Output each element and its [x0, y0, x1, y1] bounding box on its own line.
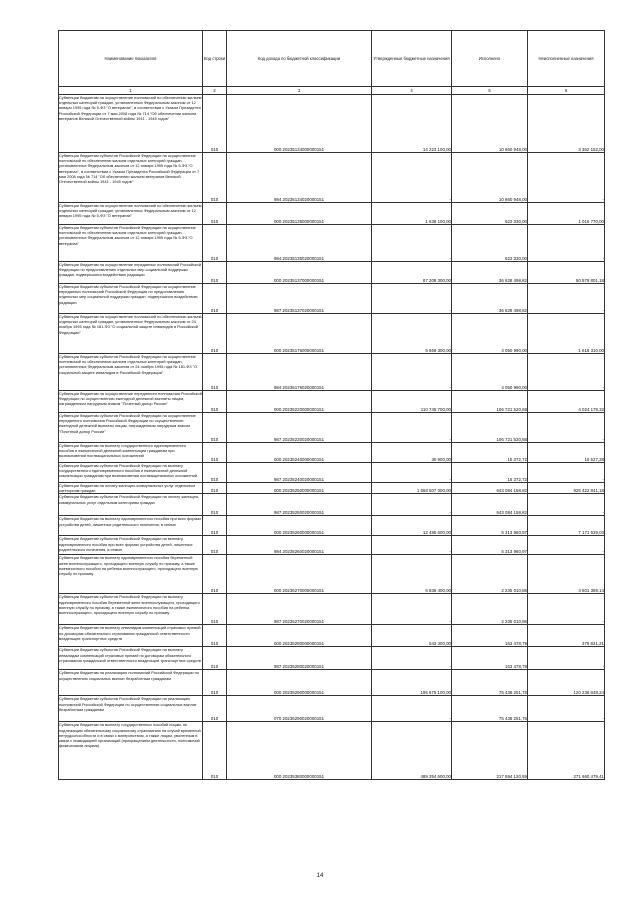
row-line-code: 010 — [203, 153, 227, 203]
row-unexecuted: 50 579 801,18 — [528, 262, 605, 284]
table-row — [59, 203, 605, 225]
row-approved: 110 745 700,00 — [372, 391, 452, 413]
row-line-code: 010 — [203, 483, 227, 494]
table-row — [59, 262, 605, 284]
row-approved: - — [372, 284, 452, 314]
row-unexecuted: - — [528, 284, 605, 314]
row-line-code: 010 — [203, 625, 227, 647]
row-name: Субвенции бюджетам субъектов Российской Федерации на оплату жилищно-коммунальных услуг отдельным категориям граждан — [59, 494, 203, 516]
row-income-code: 000 20235220000000151 — [227, 391, 372, 413]
row-income-code: 000 20235270000000151 — [227, 555, 372, 594]
table-row — [59, 284, 605, 314]
page-number: 14 — [316, 873, 324, 879]
row-income-code: 987 20235250020000151 — [227, 494, 372, 516]
row-income-code: 987 20235220020000151 — [227, 413, 372, 443]
row-line-code: 010 — [203, 443, 227, 463]
row-name: Субвенции бюджетам субъектов Российской Федерации на выплату инвалидам компенсаций страховых премий по договорам обязательного страхования гражданской ответственности владельцев транспортных средств — [59, 647, 203, 670]
row-executed: 75 438 251,76 — [452, 696, 528, 722]
row-income-code: 000 20235280000000151 — [227, 625, 372, 647]
table-row — [59, 391, 605, 413]
row-unexecuted: - — [528, 647, 605, 670]
header-name: Наименование показателя — [59, 31, 203, 87]
row-name: Субвенции бюджетам на выплату государственного единовременного пособия и ежемесячной денежной компенсации гражданам при возникновении поствакцинальных осложнений — [59, 443, 203, 463]
row-unexecuted: 271 660 479,41 — [528, 722, 605, 780]
row-unexecuted: 1 618 310,00 — [528, 314, 605, 354]
row-line-code: 010 — [203, 722, 227, 780]
row-unexecuted: - — [528, 463, 605, 483]
row-line-code: 010 — [203, 594, 227, 625]
row-line-code: 010 — [203, 391, 227, 413]
row-income-code: 000 20235240000000151 — [227, 443, 372, 463]
table-row — [59, 153, 605, 203]
table-row — [59, 536, 605, 555]
row-income-code: 984 20235134020000151 — [227, 153, 372, 203]
table-row — [59, 314, 605, 354]
row-line-code: 010 — [203, 354, 227, 391]
table-header-row — [59, 31, 605, 87]
row-executed: 643 084 158,82 — [452, 494, 528, 516]
row-name: Субвенции бюджетам субъектов Российской Федерации на осуществление полномочий по обеспечению жильем отдельных категорий граждан, установленных Федеральным законом от 12 января 1995 года № 5-ФЗ "О ветеранах", в соответствии с Указом Президента Российской Федерации от 7 мая 2008 года № 714 "Об обеспечении жильем ветеранов Великой Отечественной войны 1941 - 1945 годов" — [59, 153, 203, 203]
row-approved: 14 223 100,00 — [372, 95, 452, 153]
row-name: Субвенции бюджетам субъектов Российской Федерации на осуществление переданных полномочий Российской Федерации по предоставлению отдельных мер социальной поддержки граждан, подвергшихся воздействию радиации — [59, 284, 203, 314]
table-row — [59, 225, 605, 262]
row-line-code: 010 — [203, 555, 227, 594]
header-unexecuted: Неисполненные назначения — [528, 31, 605, 87]
row-executed: 4 050 990,00 — [452, 314, 528, 354]
row-name: Субвенции бюджетам на выплату государственных пособий лицам, не подлежащим обязательному социальному страхованию на случай временной нетрудоспособности и в связи с материнством, а также лицам, уволенным в связи с ликвидацией организаций (прекращением деятельности, полномочий физическими лицами) — [59, 722, 203, 780]
row-name: Субвенции бюджетам субъектов Российской Федерации на выплату единовременного пособия беременной жене военнослужащего, проходящего военную службу по призыву, а также ежемесячного пособия на ребенка военнослужащего, проходящего военную службу по призыву — [59, 594, 203, 625]
row-income-code: 000 20235260000000151 — [227, 516, 372, 536]
row-name: Субвенции бюджетам на осуществление полномочий по обеспечению жильем отдельных категорий граждан, установленных Федеральным законом от 12 января 1995 года № 5-ФЗ "О ветеранах", в соответствии с Указом Президента Российской Федерации от 7 мая 2008 года № 714 "Об обеспечении жильем ветеранов Великой Отечественной войны 1941 - 1945 годов" — [59, 95, 203, 153]
row-name: Субвенции бюджетам субъектов Российской Федерации на осуществление полномочий по обеспечению жильем отдельных категорий граждан, установленных Федеральным законом от 12 января 1995 года № 5-ФЗ "О ветеранах" — [59, 225, 203, 262]
header-income-code: Код дохода по бюджетной классификации — [227, 31, 372, 87]
row-approved: - — [372, 354, 452, 391]
row-name: Субвенции бюджетам на выплату единовременного пособия беременной жене военнослужащего, проходящего военную службу по призыву, а также ежемесячного пособия на ребенка военнослужащего, проходящего военную службу по призыву — [59, 555, 203, 594]
row-income-code: 987 20235280020000151 — [227, 647, 372, 670]
row-unexecuted: 4 601 389,14 — [528, 555, 605, 594]
table-row — [59, 722, 605, 780]
row-unexecuted: - — [528, 536, 605, 555]
table-row — [59, 494, 605, 516]
column-number: 2 — [203, 87, 227, 95]
row-line-code: 010 — [203, 494, 227, 516]
row-executed: 106 721 520,68 — [452, 413, 528, 443]
row-executed: 643 084 158,82 — [452, 483, 528, 494]
row-unexecuted: - — [528, 153, 605, 203]
table-body — [59, 95, 605, 780]
income-report-table — [58, 30, 605, 780]
row-unexecuted: 1 015 770,00 — [528, 203, 605, 225]
row-name: Субвенции бюджетам субъектов Российской Федерации на осуществление полномочий по обеспечению жильем отдельных категорий граждан, установленных Федеральным законом от 24 ноября 1995 года № 181-ФЗ "О социальной защите инвалидов в Российской Федерации" — [59, 354, 203, 391]
row-approved: 543 300,00 — [372, 625, 452, 647]
row-unexecuted: - — [528, 354, 605, 391]
table-row — [59, 463, 605, 483]
row-name: Субвенции бюджетам на выплату единовременного пособия при всех формах устройства детей, лишенных родительского попечения, в семью — [59, 516, 203, 536]
row-income-code: 984 20235135020000151 — [227, 225, 372, 262]
row-approved: - — [372, 494, 452, 516]
row-executed: 217 694 120,59 — [452, 722, 528, 780]
row-income-code: 987 20235137020000151 — [227, 284, 372, 314]
row-unexecuted: - — [528, 413, 605, 443]
row-approved: 1 638 100,00 — [372, 203, 452, 225]
row-income-code: 000 20235137000000151 — [227, 262, 372, 284]
row-approved: - — [372, 463, 452, 483]
row-approved: 6 836 400,00 — [372, 555, 452, 594]
row-income-code: 000 20235176000000151 — [227, 314, 372, 354]
row-income-code: 987 20235240020000151 — [227, 463, 372, 483]
row-line-code: 010 — [203, 463, 227, 483]
row-unexecuted: 925 422 841,18 — [528, 483, 605, 494]
row-unexecuted: - — [528, 594, 605, 625]
row-income-code: 070 20235290020000151 — [227, 696, 372, 722]
row-name: Субвенции бюджетам на осуществление полномочий по обеспечению жильем отдельных категорий граждан, установленных Федеральным законом от 12 января 1995 года № 5-ФЗ "О ветеранах" — [59, 203, 203, 225]
row-executed: 75 438 251,76 — [452, 670, 528, 696]
row-executed: 163 478,79 — [452, 647, 528, 670]
row-unexecuted: - — [528, 225, 605, 262]
row-line-code: 010 — [203, 203, 227, 225]
row-executed: 2 235 010,86 — [452, 555, 528, 594]
table-row — [59, 555, 605, 594]
row-approved: - — [372, 536, 452, 555]
row-executed: 2 235 010,86 — [452, 594, 528, 625]
row-name: Субвенции бюджетам на оплату жилищно-коммунальных услуг отдельным категориям граждан — [59, 483, 203, 494]
row-name: Субвенции бюджетам субъектов Российской Федерации на выплату единовременного пособия при всех формах устройства детей, лишенных родительского попечения, в семью — [59, 536, 203, 555]
row-name: Субвенции бюджетам на осуществление переданных полномочий Российской Федерации по предоставлению отдельных мер социальной поддержки граждан, подвергшихся воздействию радиации — [59, 262, 203, 284]
row-executed: 36 628 498,82 — [452, 262, 528, 284]
table-row — [59, 354, 605, 391]
row-approved: 12 485 600,00 — [372, 516, 452, 536]
row-approved: 195 675 100,00 — [372, 670, 452, 696]
row-line-code: 010 — [203, 516, 227, 536]
row-income-code: 000 20235380000000151 — [227, 722, 372, 780]
row-executed: 163 478,79 — [452, 625, 528, 647]
header-line-code: Код строки — [203, 31, 227, 87]
row-approved: 5 669 300,00 — [372, 314, 452, 354]
column-number-row — [59, 87, 605, 95]
column-number: 4 — [372, 87, 452, 95]
table-row — [59, 625, 605, 647]
row-approved: 87 208 300,00 — [372, 262, 452, 284]
table-row — [59, 647, 605, 670]
row-executed: 5 313 960,97 — [452, 536, 528, 555]
row-unexecuted: - — [528, 494, 605, 516]
row-unexecuted: 7 171 639,03 — [528, 516, 605, 536]
row-approved: - — [372, 413, 452, 443]
table-row — [59, 413, 605, 443]
row-executed: 15 372,72 — [452, 443, 528, 463]
row-line-code: 010 — [203, 647, 227, 670]
row-executed: 5 313 960,97 — [452, 516, 528, 536]
row-line-code: 010 — [203, 225, 227, 262]
row-unexecuted: - — [528, 696, 605, 722]
row-executed: 15 372,72 — [452, 463, 528, 483]
table-row — [59, 594, 605, 625]
row-unexecuted: 15 527,28 — [528, 443, 605, 463]
row-income-code: 000 20235290000000151 — [227, 670, 372, 696]
row-executed: 36 628 498,82 — [452, 284, 528, 314]
table-row — [59, 516, 605, 536]
row-name: Субвенции бюджетам на реализацию полномочий Российской Федерации по осуществлению социальных выплат безработным гражданам — [59, 670, 203, 696]
row-line-code: 010 — [203, 314, 227, 354]
row-line-code: 010 — [203, 95, 227, 153]
table-row — [59, 483, 605, 494]
column-number: 5 — [452, 87, 528, 95]
table-row — [59, 443, 605, 463]
row-name: Субвенции бюджетам на осуществление переданного полномочия Российской Федерации по осуществлению ежегодной денежной выплаты лицам, награжденным нагрудным знаком "Почетный донор России" — [59, 391, 203, 413]
table-row — [59, 95, 605, 153]
row-approved: 30 900,00 — [372, 443, 452, 463]
row-income-code: 000 20235135000000151 — [227, 203, 372, 225]
row-approved: 1 568 507 000,00 — [372, 483, 452, 494]
row-line-code: 010 — [203, 262, 227, 284]
row-income-code: 000 20235134000000151 — [227, 95, 372, 153]
table-row — [59, 670, 605, 696]
row-name: Субвенции бюджетам на выплату инвалидам компенсаций страховых премий по договорам обязательного страхования гражданской ответственности владельцев транспортных средств — [59, 625, 203, 647]
row-income-code: 000 20235250000000151 — [227, 483, 372, 494]
row-approved: - — [372, 153, 452, 203]
row-income-code: 984 20235176020000151 — [227, 354, 372, 391]
row-approved: 489 354 600,00 — [372, 722, 452, 780]
row-income-code: 987 20235270020000151 — [227, 594, 372, 625]
row-line-code: 010 — [203, 670, 227, 696]
table-row — [59, 696, 605, 722]
row-name: Субвенции бюджетам субъектов Российской Федерации на осуществление переданного полномочия Российской Федерации по осуществлению ежегодной денежной выплаты лицам, награжденным нагрудным знаком "Почетный донор России" — [59, 413, 203, 443]
row-line-code: 010 — [203, 284, 227, 314]
row-approved: - — [372, 225, 452, 262]
row-executed: 10 860 948,00 — [452, 95, 528, 153]
row-line-code: 010 — [203, 696, 227, 722]
row-approved: - — [372, 594, 452, 625]
row-income-code: 984 20235260020000151 — [227, 536, 372, 555]
row-line-code: 010 — [203, 536, 227, 555]
row-unexecuted: 4 024 179,32 — [528, 391, 605, 413]
header-approved: Утвержденные бюджетные назначения — [372, 31, 452, 87]
row-name: Субвенции бюджетам субъектов Российской Федерации на реализацию полномочий Российской Федерации по осуществлению социальных выплат безработным гражданам — [59, 696, 203, 722]
column-number: 6 — [528, 87, 605, 95]
row-line-code: 010 — [203, 413, 227, 443]
row-unexecuted: 120 236 848,24 — [528, 670, 605, 696]
row-executed: 622 330,00 — [452, 203, 528, 225]
row-unexecuted: 3 362 152,00 — [528, 95, 605, 153]
header-executed: Исполнено — [452, 31, 528, 87]
row-executed: 622 330,00 — [452, 225, 528, 262]
column-number: 1 — [59, 87, 203, 95]
row-executed: 106 721 520,68 — [452, 391, 528, 413]
row-approved: - — [372, 696, 452, 722]
row-name: Субвенции бюджетам субъектов Российской Федерации на выплату государственного единовременного пособия и ежемесячной денежной компенсации гражданам при возникновении поствакцинальных осложнений — [59, 463, 203, 483]
row-approved: - — [372, 647, 452, 670]
row-executed: 4 050 990,00 — [452, 354, 528, 391]
row-name: Субвенции бюджетам на осуществление полномочий по обеспечению жильем отдельных категорий граждан, установленных Федеральным законом от 24 ноября 1995 года № 181-ФЗ "О социальной защите инвалидов в Российской Федерации" — [59, 314, 203, 354]
row-unexecuted: 379 821,21 — [528, 625, 605, 647]
column-number: 3 — [227, 87, 372, 95]
row-executed: 10 860 948,00 — [452, 153, 528, 203]
